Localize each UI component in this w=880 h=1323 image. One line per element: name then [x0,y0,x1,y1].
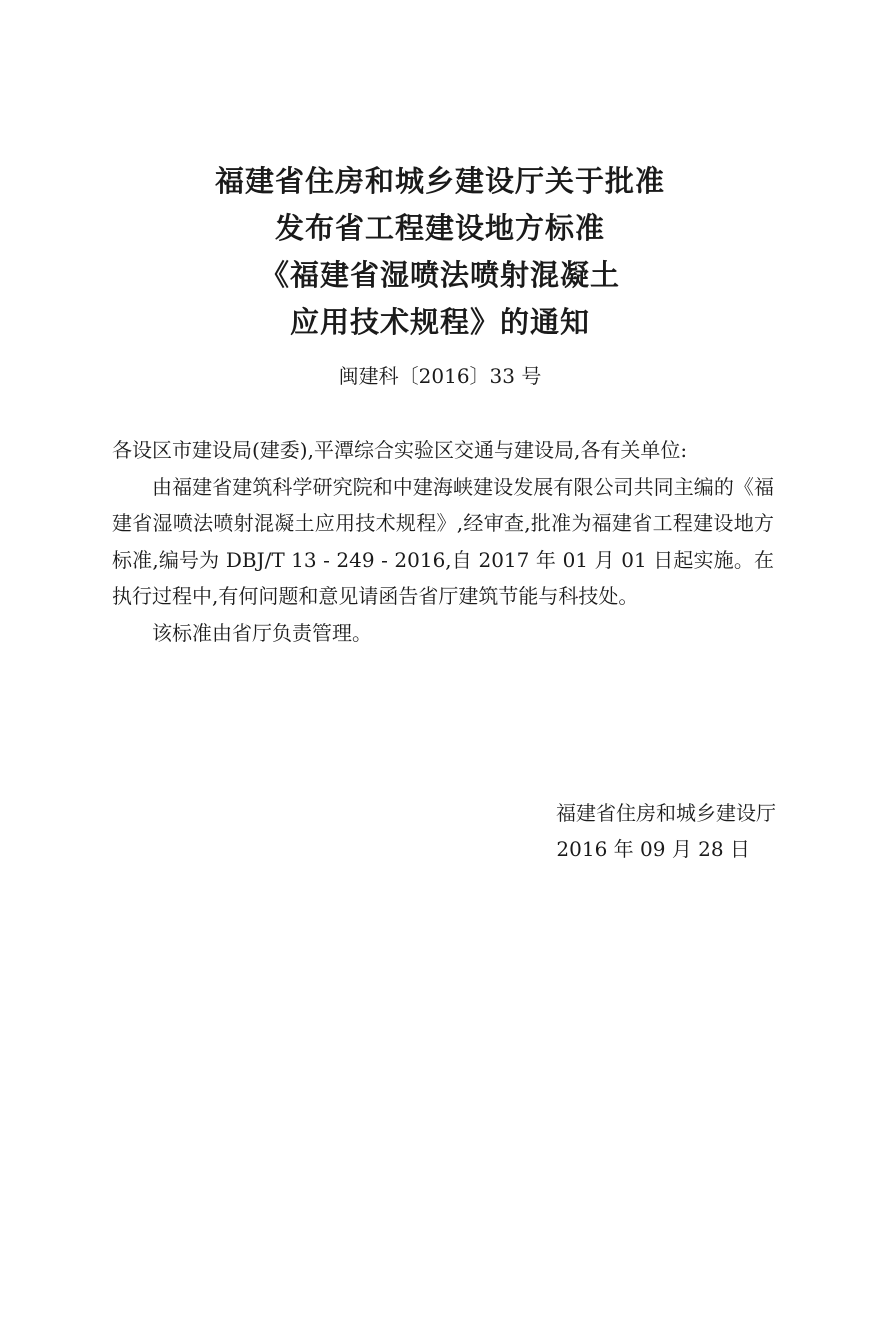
management-paragraph: 该标准由省厅负责管理。 [152,620,372,645]
issue-date: 2016 年 09 月 28 日 [556,837,750,861]
document-number: 闽建科〔2016〕33 号 [338,364,542,388]
main-paragraph: 由福建省建筑科学研究院和中建海峡建设发展有限公司共同主编的《福建省湿喷法喷射混凝土应用技术规程》,经审查,批准为福建省工程建设地方标准,编号为 DBJ/T 13 - 249 - 2016,自 2017 年 01 月 01 日起实施。在执行过程中,有何问题和意见请函告省厅建筑节能与科技处。 [112,474,774,608]
issuing-authority: 福建省住房和城乡建设厅 [556,801,776,825]
addressee-paragraph: 各设区市建设局(建委),平潭综合实验区交通与建设局,各有关单位: [112,438,688,462]
title-line-3: 《福建省湿喷法喷射混凝土 [259,258,620,292]
signature-block [440,795,776,867]
title-line-4: 应用技术规程》的通知 [289,305,590,339]
notice-title [140,158,740,346]
notice-body [112,432,774,651]
title-line-1: 福建省住房和城乡建设厅关于批准 [214,164,665,198]
title-line-2: 发布省工程建设地方标准 [274,211,605,245]
